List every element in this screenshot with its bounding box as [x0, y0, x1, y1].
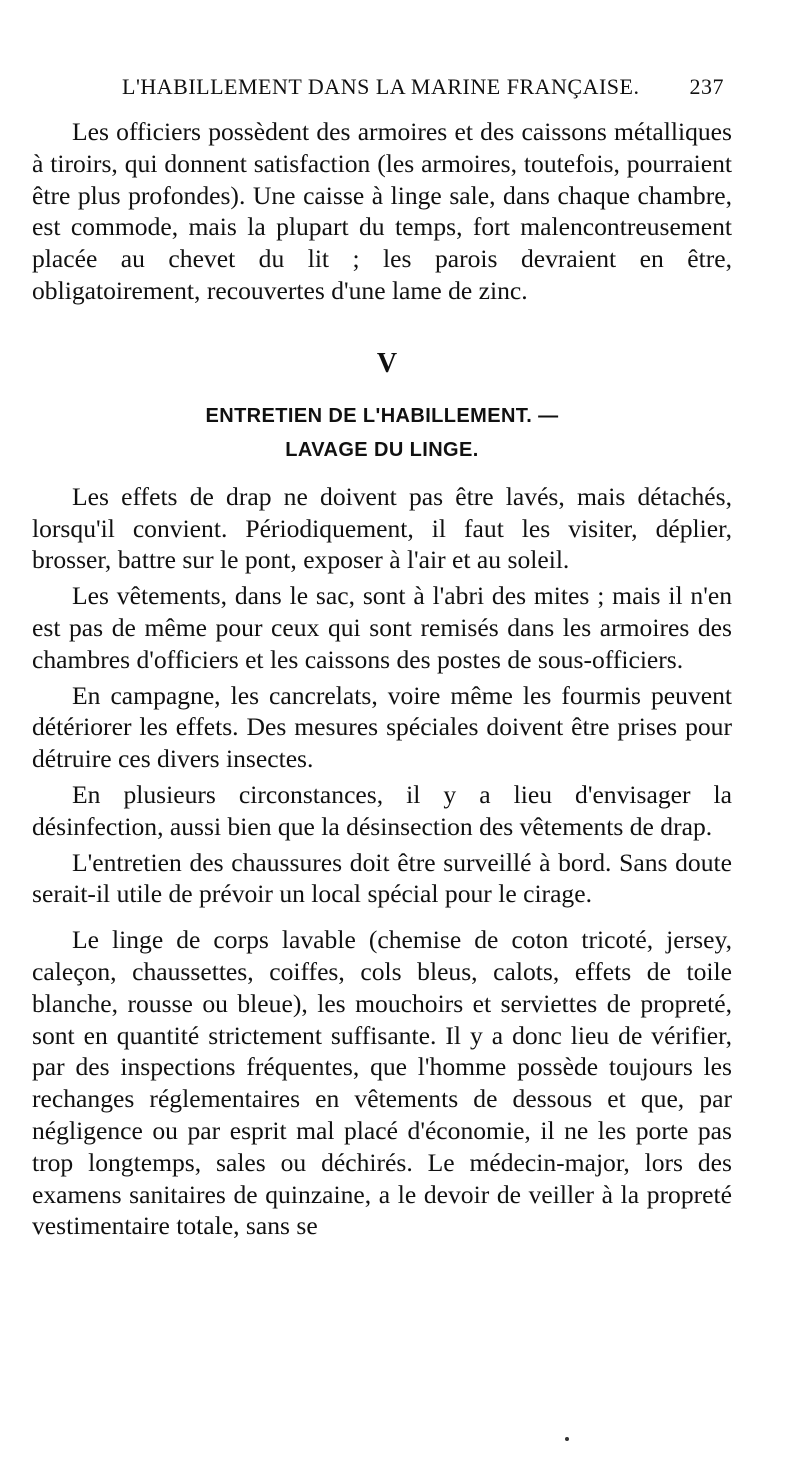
paragraph-campagne: En campagne, les cancrelats, voire même les fourmis peuvent détériorer les effets. Des mesures spéciales doivent être prises pour détruire ces divers insectes.: [32, 680, 732, 774]
running-header: [44, 74, 730, 104]
section-title-line-1: ENTRETIEN DE L'HABILLEMENT. —: [205, 404, 559, 427]
main-text: [32, 116, 732, 1242]
paragraph-linge: Le linge de corps lavable (chemise de coton tricoté, jersey, caleçon, chaussettes, coiffes, cols bleus, calots, effets de toile blanche, rousse ou bleue), les mouchoirs et serviettes de propreté, sont en quantité strictement suffisante. Il y a donc lieu de vérifier, par des inspections fréquentes, que l'homme possède toujours les rechanges réglementaires en vêtements de dessous et que, par négligence ou par esprit mal placé d'économie, il ne les porte pas trop longtemps, sales ou déchirés. Le médecin-major, lors des examens sanitaires de quinzaine, a le devoir de veiller à la propreté vestimentaire totale, sans se: [32, 925, 732, 1241]
print-speck: [565, 1437, 569, 1441]
running-title: L'HABILLEMENT DANS LA MARINE FRANÇAISE.: [122, 74, 640, 99]
paragraph-vetements: Les vêtements, dans le sac, sont à l'abri des mites ; mais il n'en est pas de même pour ceux qui sont remisés dans les armoires des chambres d'officiers et les caissons des postes de sous-officiers.: [32, 581, 732, 674]
section-number: V: [376, 347, 398, 379]
page-number: 237: [689, 74, 724, 99]
paragraph-desinfection: En plusieurs circonstances, il y a lieu d'envisager la désinfection, aussi bien que la désinsection des vêtements de drap.: [32, 779, 732, 841]
paragraph-chaussures: L'entretien des chaussures doit être surveillé à bord. Sans doute serait-il utile de prévoir un local spécial pour le cirage.: [32, 847, 732, 909]
section-title-line-2: LAVAGE DU LINGE.: [285, 438, 479, 461]
continuation-paragraph: Les officiers possèdent des armoires et des caissons métalliques à tiroirs, qui donnent satisfaction (les armoires, toutefois, pourraient être plus profondes). Une caisse à linge sale, dans chaque chambre, est commode, mais la plupart du temps, fort malencontreusement placée au chevet du lit ; les parois devraient en être, obligatoirement, recouvertes d'une lame de zinc.: [32, 117, 732, 305]
paragraph-drap: Les effets de drap ne doivent pas être lavés, mais détachés, lorsqu'il convient. Périodiquement, il faut les visiter, déplier, brosser, battre sur le pont, exposer à l'air et au soleil.: [32, 481, 732, 575]
